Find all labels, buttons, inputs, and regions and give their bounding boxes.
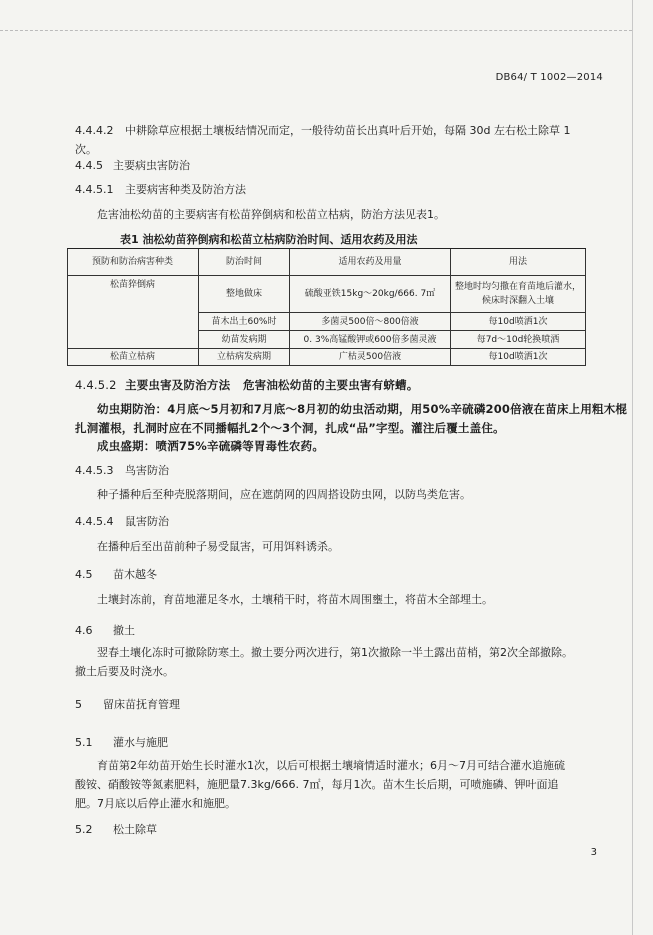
paragraph-larva-control: 幼虫期防治：4月底～5月初和7月底～8月初的幼虫活动期，用50%辛硫磷200倍液在苗床上用粗木棍 [97,402,628,416]
heading-number: 5.1 [75,736,93,749]
heading-title: 苗木越冬 [113,568,157,581]
heading-5 [75,697,180,713]
paragraph-irrigation: 育苗第2年幼苗开始生长时灌水1次，以后可根据土壤墒情适时灌水；6月～7月可结合灌水追施硫酸铵、硝酸铵等氮素肥料，施肥量7.3kg/666. 7㎡，每月1次。苗木生长后期，可喷施磷、钾叶面追肥。7月底以后停止灌水和施肥。 [75,759,565,810]
paragraph-larva-control-cont: 扎洞灌根，扎洞时应在不同播幅扎2个～3个洞，扎成“品”字型。灌注后覆土盖住。 [75,421,505,435]
paragraph-soil-removal-cont: 撤土后要及时浇水。 [75,665,174,678]
heading-4-6 [75,623,135,639]
table-group-root-rot: 松苗立枯病 [67,349,199,366]
heading-title: 主要病害种类及防治方法 [125,183,246,196]
clause-4-4-4-2-cont: 次。 [75,143,97,156]
table-caption: 表1 油松幼苗猝倒病和松苗立枯病防治时间、适用农药及用法 [120,233,418,246]
clause-lead: 危害油松幼苗的主要虫害有蛴螬。 [242,378,419,392]
table-cell: 广枯灵500倍液 [290,349,451,366]
table-cell: 每10d喷洒1次 [451,349,586,366]
top-dashed-rule [0,30,632,31]
table-cell: 每10d喷洒1次 [451,313,586,331]
paragraph-diseases: 危害油松幼苗的主要病害有松苗猝倒病和松苗立枯病，防治方法见表1。 [97,208,445,221]
heading-number: 4.5 [75,568,93,581]
paragraph-overwintering: 土壤封冻前，育苗地灌足冬水，土壤稍干时，将苗木周围壅土，将苗木全部埋土。 [97,593,493,606]
heading-5-2 [75,822,157,838]
heading-number: 4.4.5.4 [75,515,114,528]
heading-number: 4.4.5 [75,159,103,172]
paragraph-bird-control: 种子播种后至种壳脱落期间，应在遮荫网的四周搭设防虫网，以防鸟类危害。 [97,488,471,501]
heading-number: 5.2 [75,823,93,836]
table-cell: 苗木出土60%时 [199,313,290,331]
heading-title: 松土除草 [113,823,157,836]
table-disease-control [67,248,586,366]
heading-4-4-5 [75,158,190,174]
clause-number: 4.4.5.2 [75,378,117,392]
heading-4-5 [75,567,157,583]
clause-4-4-5-2 [75,376,418,395]
clause-title: 主要虫害及防治方法 [125,378,231,392]
table-cell: 每7d～10d轮换喷洒 [451,331,586,349]
table-header-cell: 适用农药及用量 [290,248,451,276]
table-header-cell: 用法 [451,248,586,276]
paragraph-soil-removal: 翌春土壤化冻时可撤除防寒土。撤土要分两次进行，第1次撤除一半土露出苗梢，第2次全部撤除。 [97,646,573,659]
table-cell: 幼苗发病期 [199,331,290,349]
clause-4-4-4-2 [75,121,570,140]
table-header-cell: 防治时间 [199,248,290,276]
paragraph-rodent-control: 在播种后至出苗前种子易受鼠害，可用饵料诱杀。 [97,540,339,553]
table-group-damping-off: 松苗猝倒病 [67,276,199,349]
heading-title: 灌水与施肥 [113,736,168,749]
heading-5-1 [75,735,168,751]
page-right-edge [632,0,633,935]
document-id: DB64/ T 1002—2014 [495,72,603,83]
heading-title: 鼠害防治 [125,515,169,528]
heading-title: 撤土 [113,624,135,637]
heading-4-4-5-3 [75,463,169,479]
table-cell: 立枯病发病期 [199,349,290,366]
heading-number: 4.4.5.1 [75,183,114,196]
table-cell: 硫酸亚铁15kg～20kg/666. 7㎡ [290,276,451,313]
heading-4-4-5-4 [75,514,169,530]
page-number: 3 [590,847,597,858]
heading-number: 5 [75,698,82,711]
heading-4-4-5-1 [75,182,246,198]
table-cell: 0. 3%高锰酸钾或600倍多菌灵液 [290,331,451,349]
heading-number: 4.4.5.3 [75,464,114,477]
table-cell: 多菌灵500倍～800倍液 [290,313,451,331]
heading-title: 鸟害防治 [125,464,169,477]
clause-number: 4.4.4.2 [75,124,114,137]
clause-text: 中耕除草应根据土壤板结情况而定，一般待幼苗长出真叶后开始，每隔 30d 左右松土除草 1 [125,124,571,137]
heading-number: 4.6 [75,624,93,637]
table-header-cell: 预防和防治病害种类 [67,248,199,276]
table-cell: 整地时均匀撒在育苗地后灌水，候床时深翻入土壤 [451,276,586,313]
paragraph-adult-control: 成虫盛期：喷洒75%辛硫磷等胃毒性农药。 [97,439,325,453]
table-cell: 整地做床 [199,276,290,313]
heading-title: 留床苗抚育管理 [103,698,180,711]
heading-title: 主要病虫害防治 [113,159,190,172]
